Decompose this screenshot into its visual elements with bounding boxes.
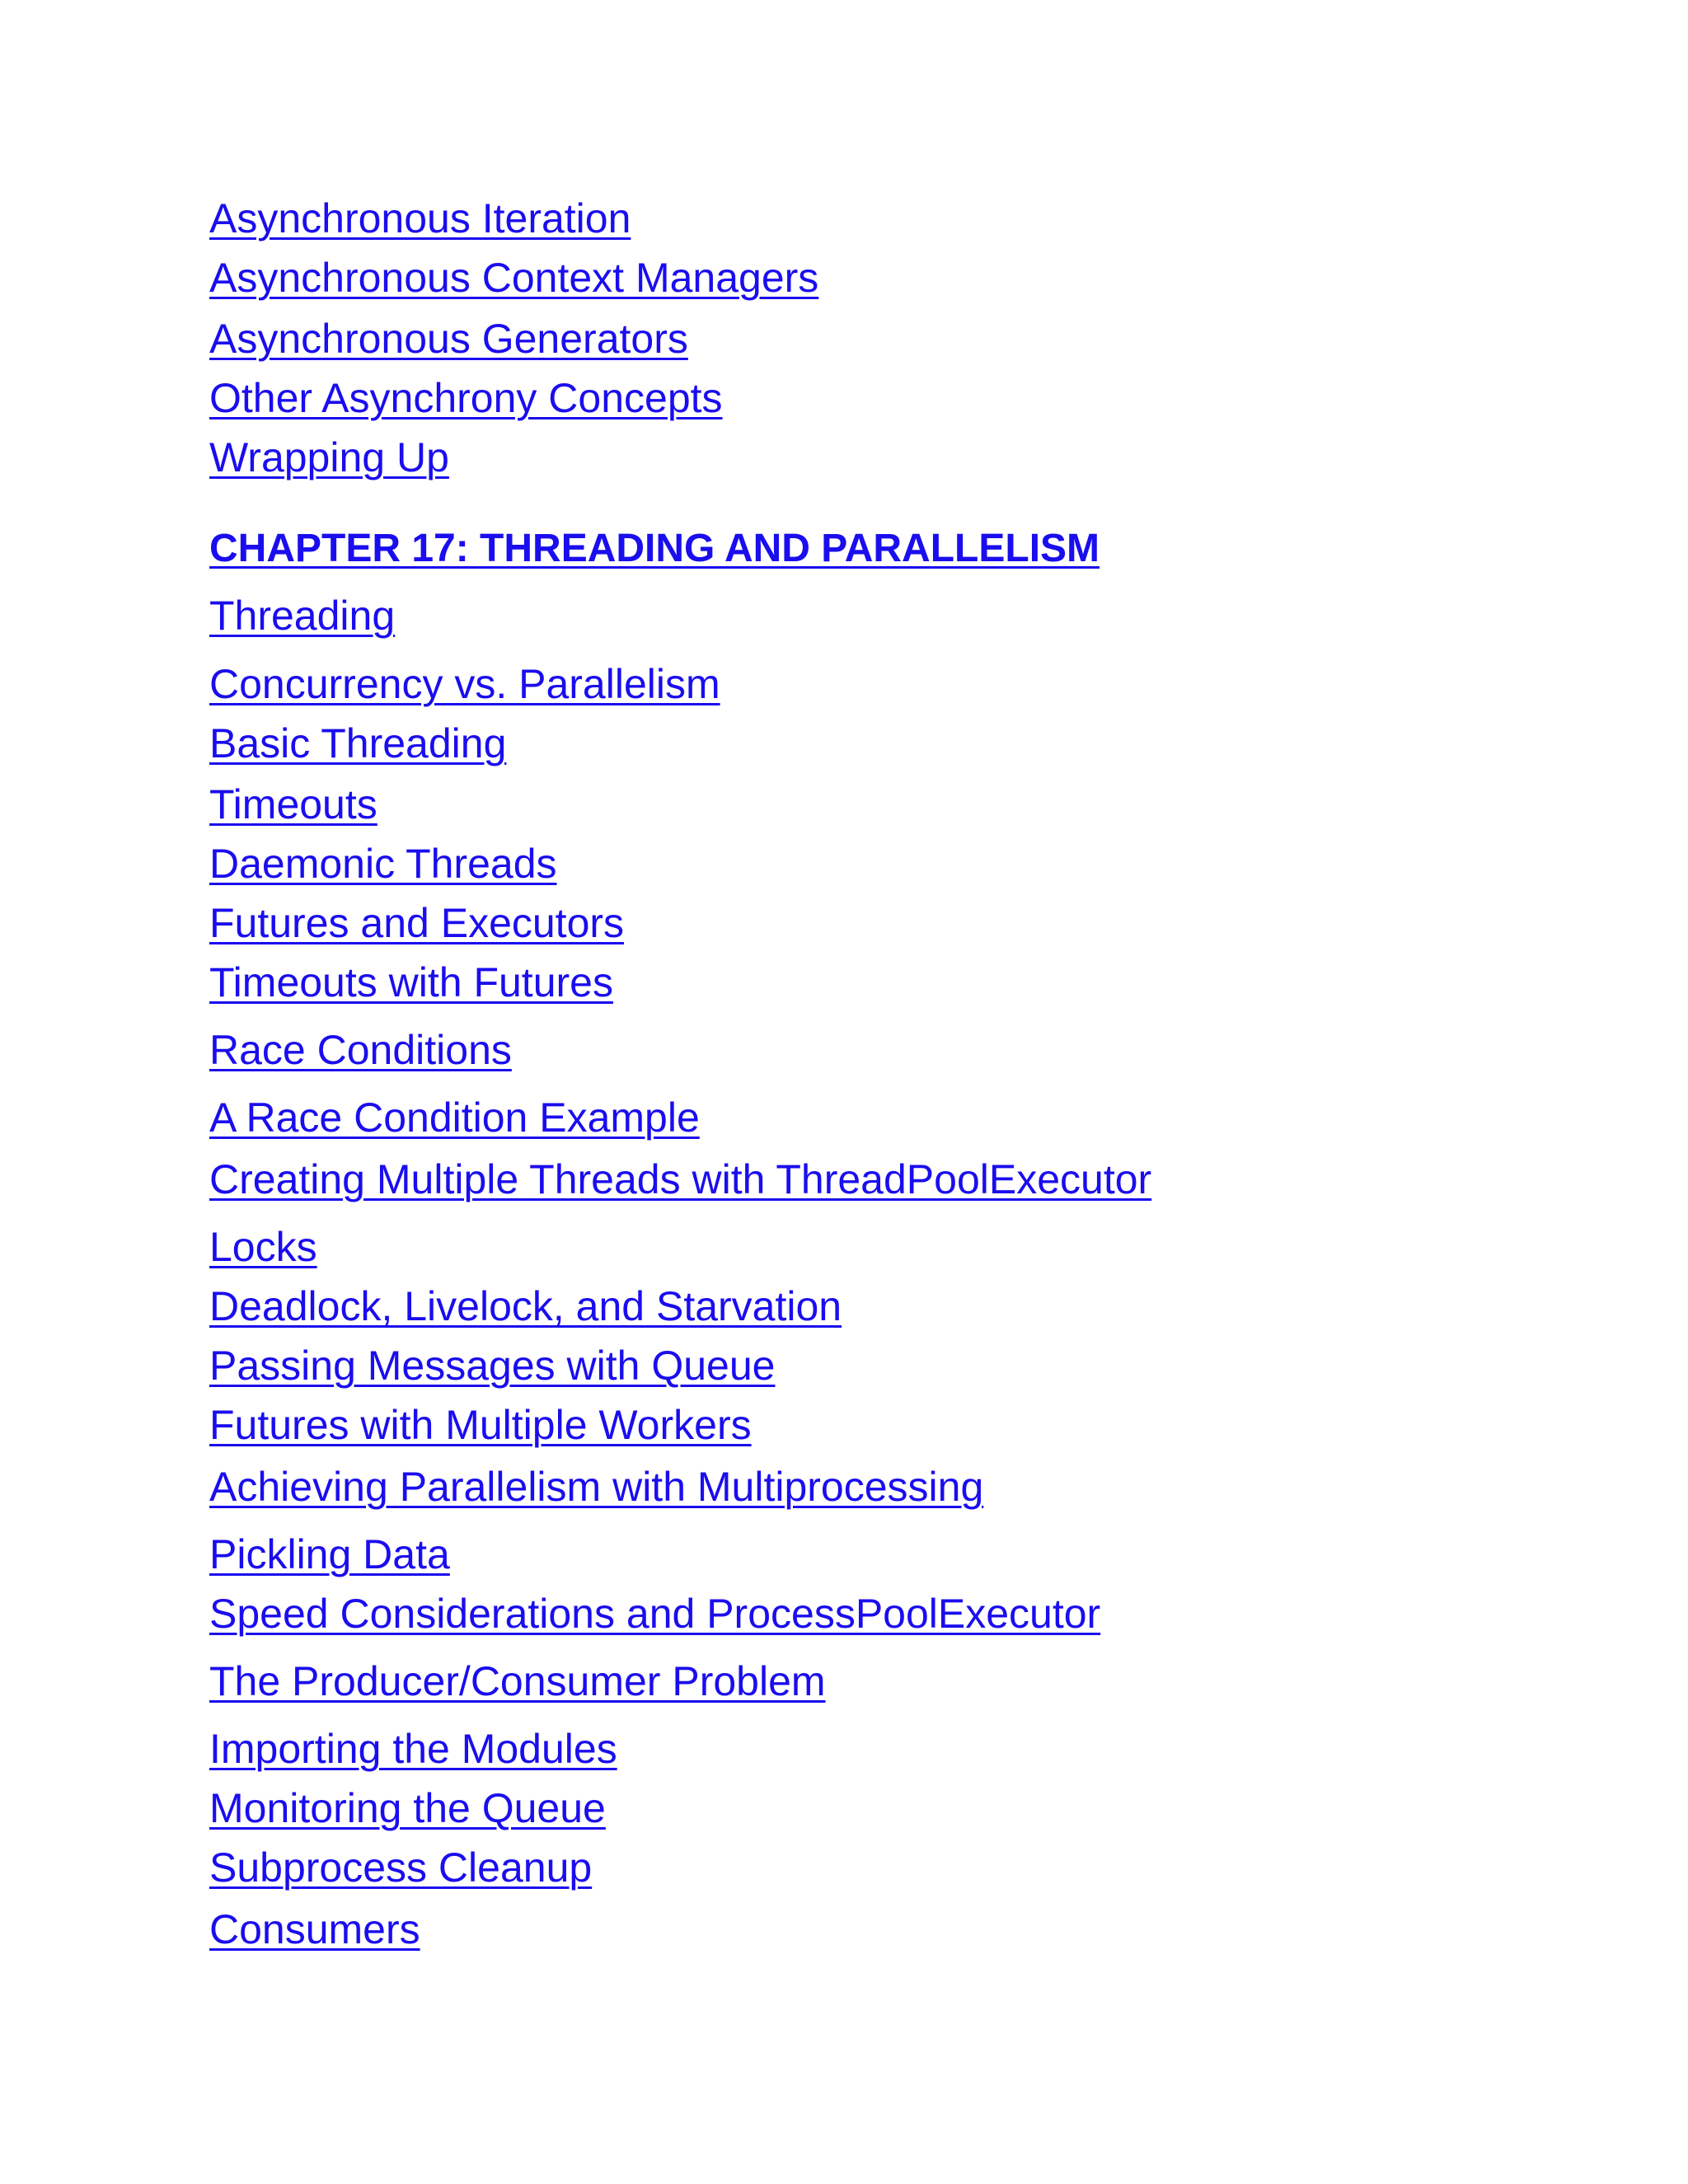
toc-link-asynchronous-iteration[interactable]: Asynchronous Iteration xyxy=(209,195,631,241)
toc-link-locks[interactable]: Locks xyxy=(209,1224,317,1270)
toc-link-timeouts-with-futures[interactable]: Timeouts with Futures xyxy=(209,959,613,1005)
toc-link-speed-considerations[interactable]: Speed Considerations and ProcessPoolExecutor xyxy=(209,1591,1101,1637)
toc-link-consumers[interactable]: Consumers xyxy=(209,1906,420,1952)
toc-link-monitoring-the-queue[interactable]: Monitoring the Queue xyxy=(209,1785,606,1831)
toc-link-wrapping-up[interactable]: Wrapping Up xyxy=(209,434,449,480)
toc-link-passing-messages-with-queue[interactable]: Passing Messages with Queue xyxy=(209,1343,776,1389)
toc-link-subprocess-cleanup[interactable]: Subprocess Cleanup xyxy=(209,1844,593,1891)
toc-link-concurrency-vs-parallelism[interactable]: Concurrency vs. Parallelism xyxy=(209,661,720,707)
table-of-contents xyxy=(209,0,1611,2184)
toc-link-basic-threading[interactable]: Basic Threading xyxy=(209,720,507,766)
toc-link-other-asynchrony-concepts[interactable]: Other Asynchrony Concepts xyxy=(209,375,723,421)
toc-link-threading[interactable]: Threading xyxy=(209,593,396,639)
toc-link-futures-with-multiple-workers[interactable]: Futures with Multiple Workers xyxy=(209,1402,752,1448)
toc-link-asynchronous-generators[interactable]: Asynchronous Generators xyxy=(209,316,688,362)
toc-link-futures-and-executors[interactable]: Futures and Executors xyxy=(209,900,625,946)
toc-link-asynchronous-context-managers[interactable]: Asynchronous Context Managers xyxy=(209,255,819,301)
toc-link-daemonic-threads[interactable]: Daemonic Threads xyxy=(209,841,557,887)
toc-link-creating-multiple-threads[interactable]: Creating Multiple Threads with ThreadPoolExecutor xyxy=(209,1156,1152,1202)
toc-link-deadlock-livelock-starvation[interactable]: Deadlock, Livelock, and Starvation xyxy=(209,1283,842,1329)
toc-link-timeouts[interactable]: Timeouts xyxy=(209,781,377,827)
toc-link-pickling-data[interactable]: Pickling Data xyxy=(209,1531,450,1577)
toc-link-chapter-17[interactable]: CHAPTER 17: THREADING AND PARALLELISM xyxy=(209,527,1100,570)
toc-link-a-race-condition-example[interactable]: A Race Condition Example xyxy=(209,1094,700,1141)
toc-link-race-conditions[interactable]: Race Conditions xyxy=(209,1027,512,1073)
toc-link-producer-consumer-problem[interactable]: The Producer/Consumer Problem xyxy=(209,1658,826,1704)
toc-link-achieving-parallelism[interactable]: Achieving Parallelism with Multiprocessing xyxy=(209,1464,984,1510)
toc-link-importing-the-modules[interactable]: Importing the Modules xyxy=(209,1726,617,1772)
